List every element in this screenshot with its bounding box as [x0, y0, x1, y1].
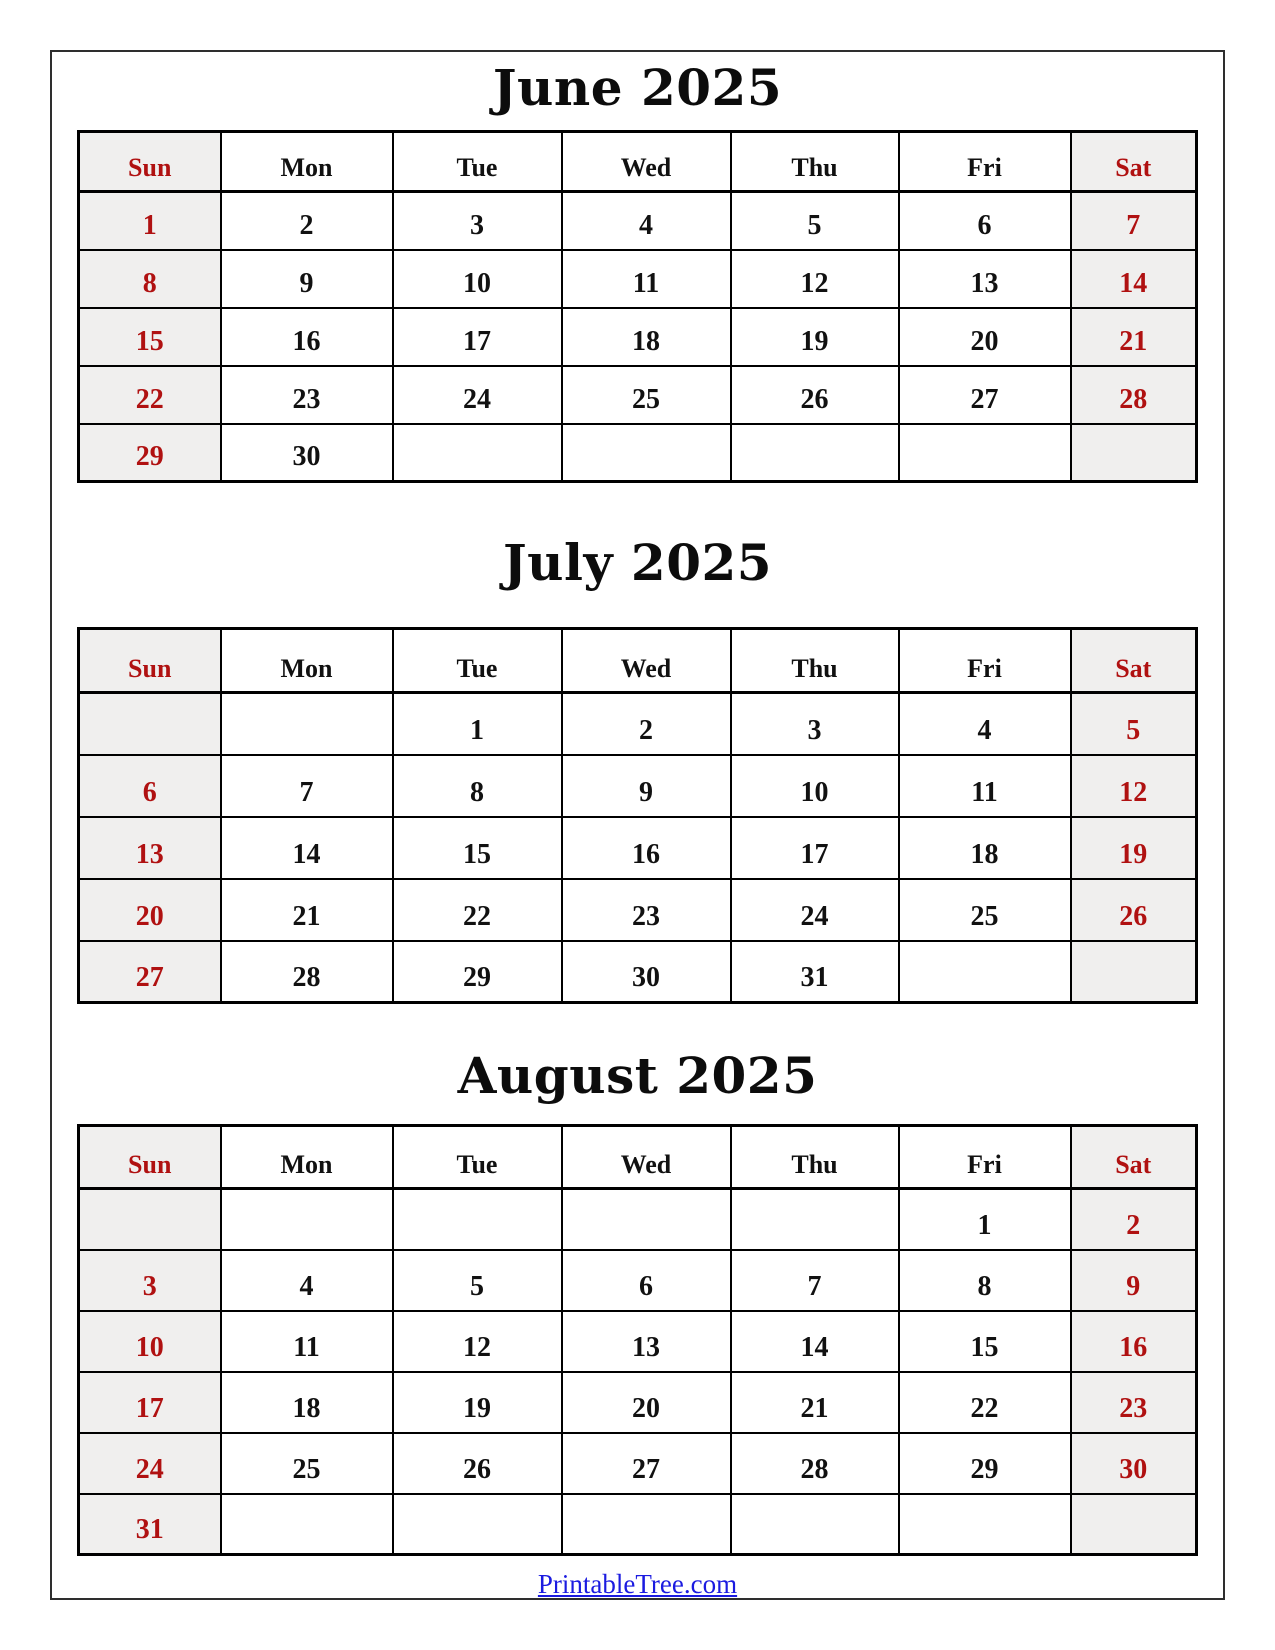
day-cell: 27 — [79, 941, 221, 1003]
day-cell: 28 — [221, 941, 393, 1003]
day-cell: 17 — [731, 817, 899, 879]
calendar-table-june — [77, 130, 1198, 483]
calendar-table-july — [77, 627, 1198, 1004]
day-cell: 6 — [79, 755, 221, 817]
day-cell: 30 — [1071, 1433, 1197, 1494]
day-cell: 9 — [221, 250, 393, 308]
day-cell: 20 — [79, 879, 221, 941]
day-cell: 11 — [899, 755, 1071, 817]
day-cell: 8 — [899, 1250, 1071, 1311]
day-cell: 7 — [1071, 192, 1197, 250]
day-cell-empty — [393, 1189, 562, 1250]
week-row — [79, 1250, 1197, 1311]
day-cell: 7 — [731, 1250, 899, 1311]
day-cell: 14 — [731, 1311, 899, 1372]
day-cell: 11 — [562, 250, 731, 308]
day-cell-empty — [899, 424, 1071, 482]
day-cell: 10 — [731, 755, 899, 817]
day-cell: 23 — [1071, 1372, 1197, 1433]
week-row — [79, 1433, 1197, 1494]
day-cell: 11 — [221, 1311, 393, 1372]
day-cell: 16 — [562, 817, 731, 879]
day-cell: 30 — [562, 941, 731, 1003]
day-cell: 25 — [899, 879, 1071, 941]
day-cell: 18 — [562, 308, 731, 366]
day-cell: 21 — [1071, 308, 1197, 366]
day-cell: 31 — [731, 941, 899, 1003]
day-cell: 24 — [79, 1433, 221, 1494]
day-header-wed: Wed — [562, 1126, 731, 1189]
day-cell: 29 — [899, 1433, 1071, 1494]
day-cell-empty — [899, 1494, 1071, 1555]
day-cell: 19 — [1071, 817, 1197, 879]
day-header-tue: Tue — [393, 629, 562, 693]
day-cell: 13 — [562, 1311, 731, 1372]
day-cell: 27 — [562, 1433, 731, 1494]
day-header-tue: Tue — [393, 1126, 562, 1189]
day-cell: 26 — [1071, 879, 1197, 941]
day-cell: 27 — [899, 366, 1071, 424]
day-cell: 15 — [899, 1311, 1071, 1372]
day-cell: 30 — [221, 424, 393, 482]
day-cell: 17 — [79, 1372, 221, 1433]
day-cell-empty — [393, 1494, 562, 1555]
day-cell-empty — [731, 1494, 899, 1555]
day-cell-empty — [562, 1494, 731, 1555]
day-cell-empty — [221, 693, 393, 755]
day-cell-empty — [562, 1189, 731, 1250]
day-header-thu: Thu — [731, 132, 899, 192]
week-row — [79, 192, 1197, 250]
day-cell: 23 — [221, 366, 393, 424]
day-cell: 8 — [393, 755, 562, 817]
day-header-wed: Wed — [562, 132, 731, 192]
day-header-fri: Fri — [899, 1126, 1071, 1189]
day-cell: 9 — [1071, 1250, 1197, 1311]
day-cell: 25 — [562, 366, 731, 424]
day-cell: 7 — [221, 755, 393, 817]
day-header-wed: Wed — [562, 629, 731, 693]
day-cell: 2 — [562, 693, 731, 755]
day-header-thu: Thu — [731, 629, 899, 693]
day-cell-empty — [1071, 941, 1197, 1003]
day-cell: 8 — [79, 250, 221, 308]
day-cell: 20 — [899, 308, 1071, 366]
day-cell: 18 — [221, 1372, 393, 1433]
day-cell-empty — [1071, 1494, 1197, 1555]
day-header-row — [79, 629, 1197, 693]
day-cell: 3 — [731, 693, 899, 755]
day-cell: 19 — [393, 1372, 562, 1433]
day-cell: 22 — [79, 366, 221, 424]
month-title-august: August 2025 — [457, 1046, 818, 1105]
day-cell-empty — [221, 1189, 393, 1250]
day-cell-empty — [1071, 424, 1197, 482]
day-cell: 13 — [79, 817, 221, 879]
day-header-tue: Tue — [393, 132, 562, 192]
footer — [52, 1569, 1223, 1600]
month-title-july: July 2025 — [502, 533, 773, 592]
day-header-sun: Sun — [79, 1126, 221, 1189]
day-cell: 12 — [393, 1311, 562, 1372]
week-row — [79, 755, 1197, 817]
week-row — [79, 250, 1197, 308]
day-cell-empty — [79, 693, 221, 755]
day-cell: 3 — [79, 1250, 221, 1311]
day-cell: 1 — [899, 1189, 1071, 1250]
day-header-sat: Sat — [1071, 1126, 1197, 1189]
day-cell: 21 — [221, 879, 393, 941]
day-cell: 22 — [393, 879, 562, 941]
day-header-sat: Sat — [1071, 132, 1197, 192]
month-title-june: June 2025 — [492, 58, 783, 117]
day-cell: 4 — [221, 1250, 393, 1311]
day-header-row — [79, 1126, 1197, 1189]
day-cell: 15 — [79, 308, 221, 366]
day-cell-empty — [731, 1189, 899, 1250]
day-cell: 28 — [731, 1433, 899, 1494]
day-cell: 1 — [79, 192, 221, 250]
day-cell: 10 — [393, 250, 562, 308]
day-header-mon: Mon — [221, 1126, 393, 1189]
day-cell: 26 — [731, 366, 899, 424]
day-cell: 13 — [899, 250, 1071, 308]
day-cell: 14 — [221, 817, 393, 879]
day-cell: 3 — [393, 192, 562, 250]
day-cell-empty — [221, 1494, 393, 1555]
page-frame — [50, 50, 1225, 1600]
day-cell: 26 — [393, 1433, 562, 1494]
week-row — [79, 1372, 1197, 1433]
day-header-fri: Fri — [899, 629, 1071, 693]
week-row — [79, 879, 1197, 941]
day-cell: 14 — [1071, 250, 1197, 308]
calendar-table-august — [77, 1124, 1198, 1556]
day-cell: 29 — [393, 941, 562, 1003]
day-cell: 4 — [899, 693, 1071, 755]
day-cell: 12 — [731, 250, 899, 308]
day-cell-empty — [562, 424, 731, 482]
week-row — [79, 366, 1197, 424]
day-cell: 21 — [731, 1372, 899, 1433]
section-july — [52, 527, 1223, 1004]
day-cell: 15 — [393, 817, 562, 879]
day-header-row — [79, 132, 1197, 192]
week-row — [79, 424, 1197, 482]
day-cell: 24 — [393, 366, 562, 424]
day-cell: 5 — [393, 1250, 562, 1311]
day-header-sat: Sat — [1071, 629, 1197, 693]
day-cell: 16 — [221, 308, 393, 366]
day-cell: 17 — [393, 308, 562, 366]
day-cell: 2 — [221, 192, 393, 250]
week-row — [79, 941, 1197, 1003]
section-june — [52, 52, 1223, 483]
day-cell-empty — [731, 424, 899, 482]
printabletree-link[interactable]: PrintableTree.com — [537, 1569, 738, 1599]
day-cell-empty — [393, 424, 562, 482]
day-cell: 2 — [1071, 1189, 1197, 1250]
day-cell: 20 — [562, 1372, 731, 1433]
day-cell-empty — [899, 941, 1071, 1003]
day-cell: 25 — [221, 1433, 393, 1494]
day-cell-empty — [79, 1189, 221, 1250]
day-cell: 10 — [79, 1311, 221, 1372]
day-header-thu: Thu — [731, 1126, 899, 1189]
day-cell: 6 — [562, 1250, 731, 1311]
day-cell: 29 — [79, 424, 221, 482]
day-cell: 4 — [562, 192, 731, 250]
week-row — [79, 817, 1197, 879]
day-cell: 18 — [899, 817, 1071, 879]
week-row — [79, 1494, 1197, 1555]
day-cell: 12 — [1071, 755, 1197, 817]
day-header-sun: Sun — [79, 132, 221, 192]
day-cell: 1 — [393, 693, 562, 755]
day-cell: 5 — [731, 192, 899, 250]
day-header-mon: Mon — [221, 132, 393, 192]
day-cell: 22 — [899, 1372, 1071, 1433]
day-header-fri: Fri — [899, 132, 1071, 192]
week-row — [79, 308, 1197, 366]
day-header-sun: Sun — [79, 629, 221, 693]
day-cell: 19 — [731, 308, 899, 366]
day-cell: 28 — [1071, 366, 1197, 424]
week-row — [79, 1311, 1197, 1372]
day-cell: 9 — [562, 755, 731, 817]
week-row — [79, 693, 1197, 755]
day-cell: 16 — [1071, 1311, 1197, 1372]
week-row — [79, 1189, 1197, 1250]
section-august — [52, 1040, 1223, 1556]
day-cell: 6 — [899, 192, 1071, 250]
day-cell: 5 — [1071, 693, 1197, 755]
day-cell: 24 — [731, 879, 899, 941]
day-header-mon: Mon — [221, 629, 393, 693]
day-cell: 23 — [562, 879, 731, 941]
day-cell: 31 — [79, 1494, 221, 1555]
